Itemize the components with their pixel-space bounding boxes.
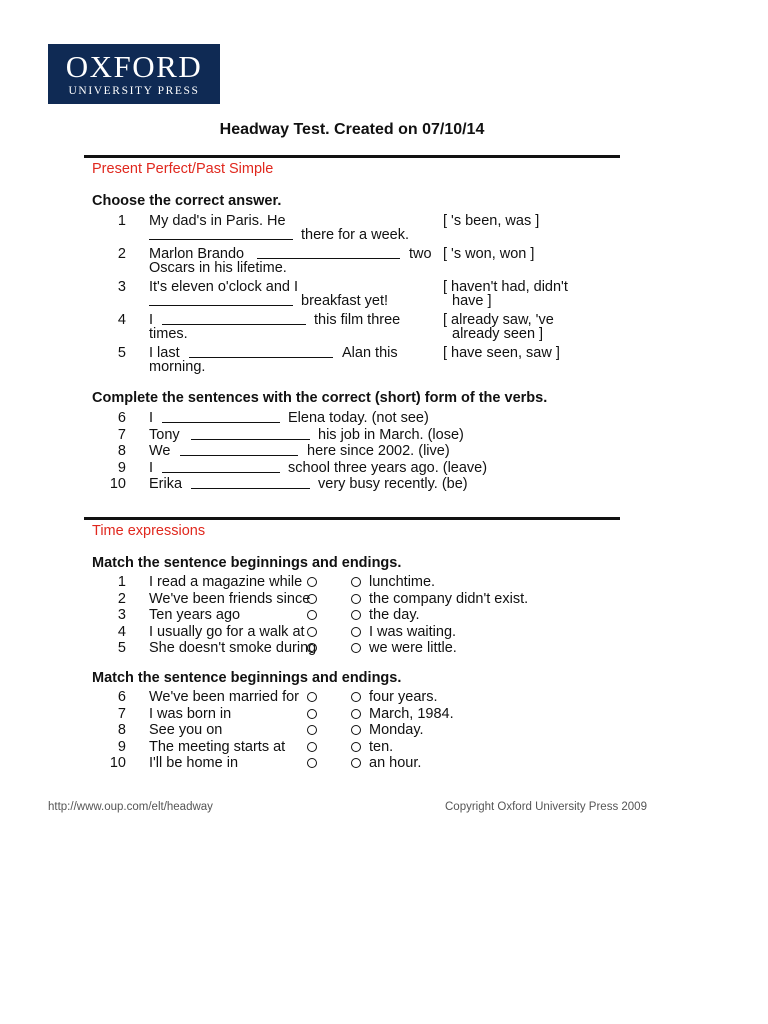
item-text: morning. [149,359,206,375]
item-number: 7 [117,427,126,443]
sentence-beginning: I usually go for a walk at [149,623,305,640]
item-number: 6 [117,410,126,426]
match-radio-right[interactable] [351,692,361,702]
sentence-ending: ten. [369,738,394,755]
item-options: [ have seen, saw ] [443,345,560,361]
item-number: 6 [117,689,126,705]
item-text: Tony [149,427,180,443]
item-text: It's eleven o'clock and I [149,279,299,295]
item-options: already seen ] [452,326,544,342]
answer-line[interactable] [162,410,280,427]
match-radio-right[interactable] [351,610,361,620]
logo-line1: OXFORD [65,49,203,84]
sentence-ending: I was waiting. [369,623,457,640]
item-number: 1 [117,574,126,590]
item-text: very busy recently. (be) [318,476,468,492]
item-number: 8 [117,722,126,738]
item-text: I [149,312,154,328]
match-radio-left[interactable] [307,758,317,768]
answer-line[interactable] [191,427,310,444]
section-heading: Present Perfect/Past Simple [92,161,274,177]
instruction: Match the sentence beginnings and endings. [92,670,402,686]
item-text: Erika [149,476,183,492]
answer-line[interactable] [180,443,298,460]
sentence-beginning: She doesn't smoke during [149,640,317,656]
item-text: Elena today. (not see) [288,410,429,426]
item-number: 3 [117,607,126,623]
footer-url: http://www.oup.com/elt/headway [48,801,213,813]
match-radio-left[interactable] [307,709,317,719]
match-radio-left[interactable] [307,610,317,620]
logo-line2: UNIVERSITY PRESS [68,85,200,97]
item-number: 2 [117,246,126,262]
sentence-beginning: I read a magazine while [149,574,303,590]
sentence-ending: four years. [369,689,438,705]
item-options: [ 's won, won ] [443,246,535,262]
sentence-beginning: I was born in [149,705,232,722]
instruction: Choose the correct answer. [92,193,282,209]
sentence-ending: the company didn't exist. [369,590,529,607]
match-radio-right[interactable] [351,594,361,604]
section-heading: Time expressions [92,523,206,539]
answer-line[interactable] [191,476,310,493]
item-number: 5 [117,345,126,361]
section-divider [84,517,620,520]
item-text: Marlon Brando [149,246,245,262]
item-number: 9 [117,738,126,755]
section-divider [84,155,620,158]
sentence-beginning: We've been friends since [149,590,311,607]
item-options: [ already saw, 've [443,312,554,328]
footer-copyright: Copyright Oxford University Press 2009 [445,801,647,813]
item-options: [ haven't had, didn't [443,279,568,295]
item-text: times. [149,326,188,342]
sentence-beginning: I'll be home in [149,755,239,771]
match-radio-right[interactable] [351,709,361,719]
item-number: 4 [117,623,126,640]
item-number: 2 [117,590,126,607]
match-radio-left[interactable] [307,725,317,735]
item-number: 7 [117,705,126,722]
item-number: 1 [117,213,126,229]
item-text: Oscars in his lifetime. [149,260,287,276]
sentence-beginning: We've been married for [149,689,299,705]
match-radio-left[interactable] [307,692,317,702]
answer-line[interactable] [189,345,333,362]
item-number: 10 [109,476,126,492]
sentence-ending: March, 1984. [369,705,454,722]
answer-line[interactable] [149,293,293,310]
item-text: here since 2002. (live) [307,443,450,459]
page-title: Headway Test. Created on 07/10/14 [219,121,485,138]
match-radio-right[interactable] [351,627,361,637]
item-text: breakfast yet! [301,293,389,309]
item-number: 9 [117,460,126,476]
answer-line[interactable] [149,227,293,244]
match-radio-left[interactable] [307,742,317,752]
instruction: Complete the sentences with the correct (short) form of the verbs. [92,390,548,406]
match-radio-left[interactable] [307,577,317,587]
sentence-ending: the day. [369,607,420,623]
item-options: have ] [452,293,492,309]
item-number: 4 [117,312,126,328]
sentence-ending: an hour. [369,755,422,771]
item-text: I [149,460,154,476]
item-text: We [149,443,171,459]
item-text: Alan this [342,345,398,361]
sentence-ending: Monday. [369,722,424,738]
sentence-beginning: Ten years ago [149,607,241,623]
match-radio-right[interactable] [351,725,361,735]
item-number: 10 [109,755,126,771]
sentence-ending: lunchtime. [369,574,436,590]
item-text: this film three [314,312,401,328]
item-number: 5 [117,640,126,656]
oxford-logo [48,44,220,104]
sentence-beginning: The meeting starts at [149,738,286,755]
item-number: 8 [117,443,126,459]
sentence-ending: we were little. [369,640,457,656]
match-radio-right[interactable] [351,758,361,768]
match-radio-left[interactable] [307,643,317,653]
item-number: 3 [117,279,126,295]
match-radio-left[interactable] [307,627,317,637]
match-radio-right[interactable] [351,643,361,653]
item-text: there for a week. [301,227,409,243]
match-radio-right[interactable] [351,742,361,752]
instruction: Match the sentence beginnings and endings. [92,555,402,571]
sentence-beginning: See you on [149,722,223,738]
item-text: My dad's in Paris. He [149,213,286,229]
answer-line[interactable] [162,460,280,477]
item-text: I last [149,345,180,361]
match-radio-right[interactable] [351,577,361,587]
item-text: school three years ago. (leave) [288,460,488,476]
match-radio-left[interactable] [307,594,317,604]
item-options: [ 's been, was ] [443,213,540,229]
item-text: I [149,410,154,426]
item-text: his job in March. (lose) [318,427,464,443]
item-text: two [409,246,432,262]
